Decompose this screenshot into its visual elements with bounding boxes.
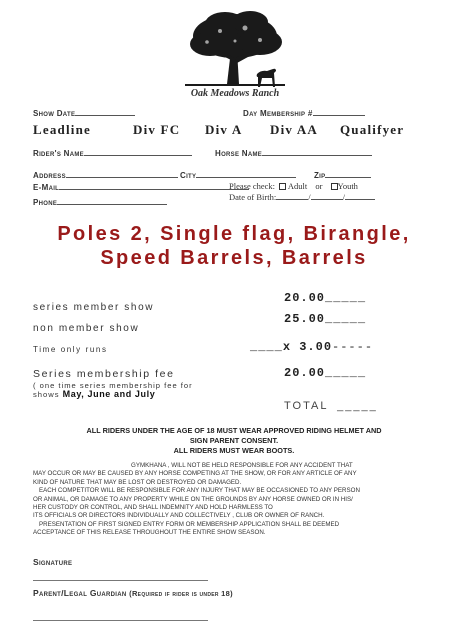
show-date-field[interactable] (33, 109, 135, 118)
ranch-logo (165, 6, 305, 94)
dob-label: Date of Birth: (229, 192, 277, 202)
non-member-label: non member show (33, 323, 140, 334)
helmet-notice (30, 426, 438, 456)
or-text: or (315, 181, 323, 191)
time-only-blank[interactable]: ____ (250, 340, 283, 354)
adult-label: Adult (287, 181, 308, 191)
series-fee-note (33, 381, 193, 399)
youth-label: Youth (337, 181, 358, 191)
non-member-value: 25.00 (284, 312, 326, 326)
total-blank: _____ (337, 400, 378, 412)
series-member-label: series member show (33, 302, 155, 313)
waiver-p2-line2: OR ANIMAL, OR DAMAGE TO ANY PROPERTY WHILE ON THE GROUNDS BY ANY HORSE OWNED OR IN HIS/ (33, 495, 353, 503)
dob-sep: / (308, 192, 311, 202)
division-fc[interactable]: Div FC (133, 122, 181, 137)
series-fee-label: Series membership fee (33, 368, 175, 380)
email-label: E-Mail (33, 183, 60, 192)
adult-checkbox[interactable] (279, 183, 286, 190)
non-member-blank[interactable]: _____ (325, 312, 367, 326)
signature-line[interactable] (33, 580, 208, 581)
zip-field[interactable] (314, 171, 371, 180)
city-field[interactable] (180, 171, 296, 180)
notice-line-1: ALL RIDERS UNDER THE AGE OF 18 MUST WEAR APPROVED RIDING HELMET AND (86, 426, 382, 435)
parent-signature-line[interactable] (33, 620, 208, 621)
division-leadline[interactable]: Leadline (33, 122, 91, 137)
non-member-fee (284, 312, 366, 326)
division-qualifyer[interactable]: Qualifyer (340, 122, 405, 137)
series-member-fee (284, 291, 366, 305)
email-field[interactable] (33, 183, 249, 192)
city-label: City (180, 171, 197, 180)
time-only-fee (250, 340, 373, 354)
horse-name-field[interactable] (215, 149, 372, 158)
events-line-2: Speed Barrels, Barrels (100, 247, 368, 269)
waiver-p2-line1: EACH COMPETITOR WILL BE RESPONSIBLE FOR ANY INJURY THAT MAY BE OCCASIONED TO ANY PERSON (39, 487, 360, 495)
series-fee-months: May, June and July (62, 389, 156, 399)
parent-guardian-label: Parent/Legal Guardian (33, 588, 127, 598)
time-only-total[interactable]: ----- (332, 340, 374, 354)
series-fee-blank[interactable]: _____ (325, 366, 367, 380)
riders-name-field[interactable] (33, 149, 192, 158)
series-fee-note-line2: shows (33, 390, 60, 399)
phone-field[interactable] (33, 198, 167, 207)
waiver-p1-line1: GYMKHANA , WILL NOT BE HELD RESPONSIBLE FOR ANY ACCIDENT THAT (131, 462, 353, 469)
ranch-name: Oak Meadows Ranch (190, 88, 280, 99)
age-group-check (229, 181, 358, 191)
phone-label: Phone (33, 198, 58, 207)
oak-tree-horse-icon (165, 6, 305, 94)
time-only-label: Time only runs (33, 345, 108, 354)
signature-label: Signature (33, 557, 73, 567)
events-title (0, 222, 468, 270)
division-a[interactable]: Div A (205, 122, 243, 137)
parent-guardian-note: (Required if rider is under 18) (129, 589, 233, 598)
total-field[interactable] (284, 400, 378, 412)
parent-guardian-field (33, 588, 233, 598)
liability-waiver (33, 462, 443, 538)
zip-label: Zip (314, 171, 326, 180)
day-membership-field[interactable] (243, 109, 365, 118)
waiver-p1-line2: MAY OCCUR OR MAY BE CAUSED BY ANY HORSE COMPETING AT THE SHOW, OR FOR ANY ARTICLE OF ANY (33, 470, 357, 478)
series-fee-value: 20.00 (284, 366, 326, 380)
address-label: Address (33, 171, 66, 180)
dob-sep: / (342, 192, 345, 202)
address-field[interactable] (33, 171, 178, 180)
series-member-value: 20.00 (284, 291, 326, 305)
day-membership-label: Day Membership # (243, 109, 313, 118)
please-check-label: Please check: (229, 181, 276, 191)
riders-name-label: Rider's Name (33, 149, 84, 158)
waiver-p1-line3: KIND OF NATURE THAT MAY BE LOST OR DESTROYED OR DAMAGED. (33, 478, 242, 486)
events-line-1: Poles 2, Single flag, Birangle, (57, 223, 411, 245)
notice-line-3: ALL RIDERS MUST WEAR BOOTS. (173, 446, 295, 455)
waiver-p3-line2: ACCEPTANCE OF THIS RELEASE THROUGHOUT THE ENTIRE SHOW SEASON. (33, 529, 266, 537)
show-date-label: Show Date (33, 109, 76, 118)
division-aa[interactable]: Div AA (270, 122, 319, 137)
dob-field[interactable] (229, 192, 375, 202)
total-label: TOTAL (284, 400, 329, 412)
series-fee (284, 366, 366, 380)
horse-name-label: Horse Name (215, 149, 263, 158)
notice-line-2: SIGN PARENT CONSENT. (189, 436, 279, 445)
youth-checkbox[interactable] (331, 183, 338, 190)
time-only-value: x 3.00 (282, 340, 333, 354)
waiver-p2-line3: HER CUSTODY OR CONTROL, AND SHALL INDEMNITY AND HOLD HARMLESS TO (33, 504, 273, 512)
waiver-p2-line4: ITS OFFICIALS OR DIRECTORS INDIVIDUALLY AND COLLECTIVELY , CLUB OR OWNER OF RANCH. (33, 512, 325, 520)
series-fee-note-line1: ( one time series membership fee for (33, 381, 193, 390)
series-member-blank[interactable]: _____ (325, 291, 367, 305)
waiver-p3-line1: PRESENTATION OF FIRST SIGNED ENTRY FORM OR MEMBERSHIP APPLICATION SHALL BE DEEMED (39, 520, 340, 528)
